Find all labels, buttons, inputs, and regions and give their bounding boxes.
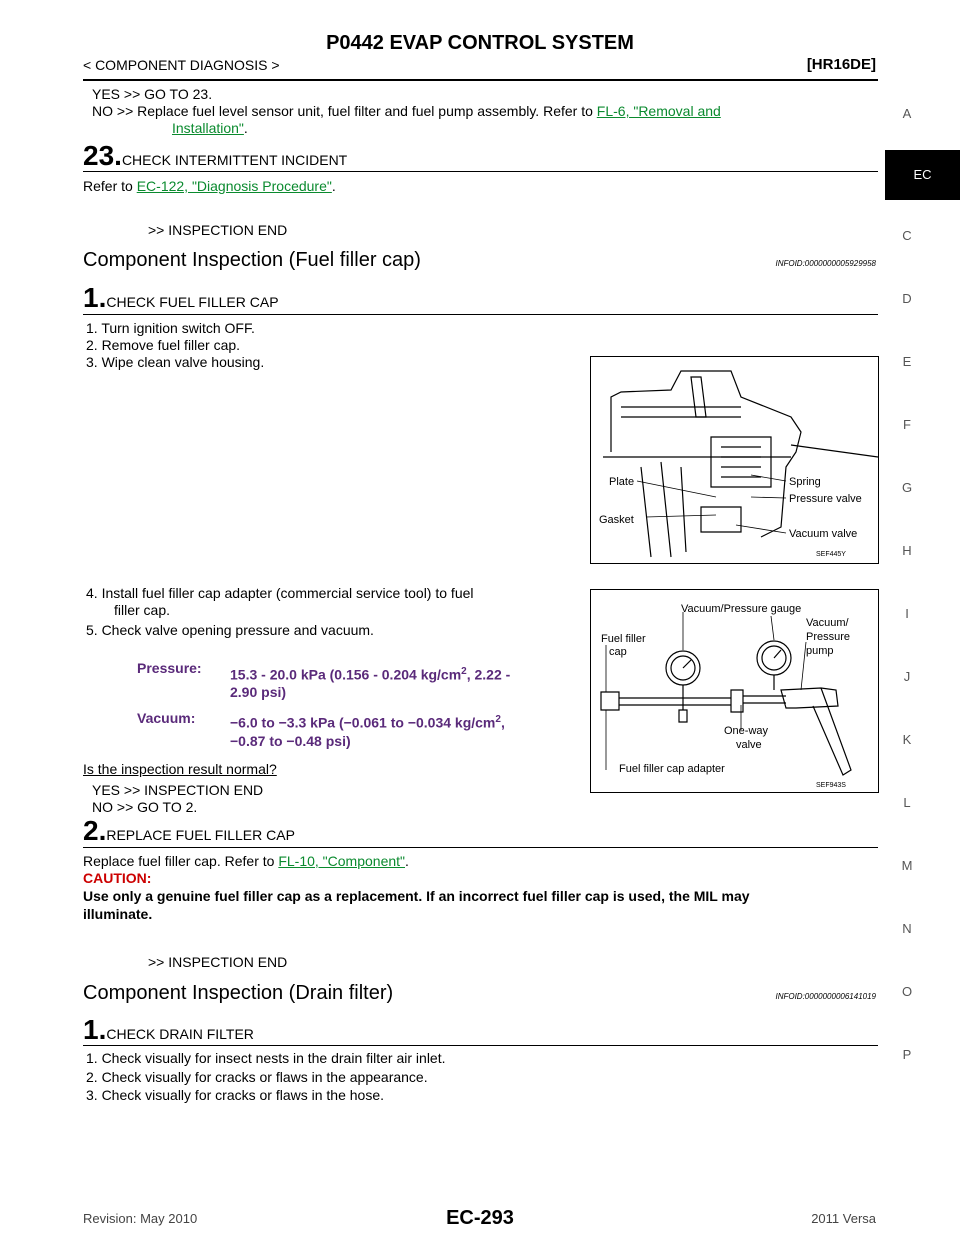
pressure-value-text-2: , 2.22 -	[466, 666, 511, 683]
page-title: P0442 EVAP CONTROL SYSTEM	[326, 32, 634, 54]
step-1-heading	[83, 1014, 254, 1046]
no-result: NO >> GO TO 2.	[92, 799, 198, 815]
vacuum-value-text: −6.0 to −3.3 kPa (−0.061 to −0.034 kg/cm	[230, 714, 496, 731]
pump-label-3: pump	[806, 645, 834, 657]
index-item-m[interactable]: M	[901, 858, 913, 873]
caution-text: Use only a genuine fuel filler cap as a replacement. If an incorrect fuel filler cap is used, the MIL may	[83, 888, 750, 904]
index-item-c[interactable]: C	[902, 228, 912, 243]
index-item-f[interactable]: F	[903, 417, 911, 432]
inspection-end: >> INSPECTION END	[148, 954, 288, 970]
no-result-cont	[172, 120, 248, 137]
gasket-label: Gasket	[599, 514, 634, 526]
list-item-5: 5. Check valve opening pressure and vacuum.	[86, 622, 374, 638]
step-number: 1.	[83, 1014, 107, 1045]
pump-label-1: Vacuum/	[806, 617, 849, 629]
step-label: CHECK DRAIN FILTER	[106, 1026, 254, 1042]
list-item: 3. Check visually for cracks or flaws in the hose.	[86, 1087, 385, 1103]
plate-label: Plate	[609, 476, 635, 488]
cap-label: cap	[609, 646, 627, 658]
no-result-text: NO >> Replace fuel level sensor unit, fuel filter and fuel pump assembly. Refer to	[92, 103, 597, 119]
caution-text-cont: illuminate.	[83, 906, 153, 922]
vacuum-value-cont: −0.87 to −0.48 psi)	[230, 733, 351, 749]
gauge-setup-illustration	[591, 590, 878, 792]
breadcrumb: < COMPONENT DIAGNOSIS >	[83, 57, 280, 73]
caution-label: CAUTION:	[83, 870, 152, 886]
cap-cross-section-illustration	[591, 357, 878, 563]
pressure-value-text: 15.3 - 20.0 kPa (0.156 - 0.204 kg/cm	[230, 666, 462, 683]
yes-result: YES >> INSPECTION END	[92, 782, 264, 798]
vacuum-value	[230, 714, 505, 731]
pressure-valve-label: Pressure valve	[789, 493, 862, 505]
step-number: 2.	[83, 815, 107, 846]
index-item-h[interactable]: H	[902, 543, 912, 558]
pressure-value	[230, 666, 510, 683]
fuel-filler-cap-cross-section-figure	[590, 356, 879, 564]
list-item-4: 4. Install fuel filler cap adapter (commercial service tool) to fuel	[86, 585, 474, 601]
one-way-label: One-way	[724, 725, 769, 737]
removal-installation-link[interactable]: FL-6, "Removal and	[596, 103, 721, 119]
step-label: CHECK FUEL FILLER CAP	[106, 294, 279, 310]
index-item-d[interactable]: D	[902, 291, 912, 306]
info-id: INFOID:0000000006141019	[775, 992, 876, 1001]
index-item-ec-active[interactable]: EC	[885, 150, 960, 200]
replace-line	[83, 853, 409, 870]
period: .	[331, 178, 336, 194]
yes-result: YES >> GO TO 23.	[92, 86, 213, 102]
step-rule	[83, 314, 878, 315]
figure-code: SEF943S	[816, 782, 846, 789]
index-item-l[interactable]: L	[903, 795, 911, 810]
inspection-question: Is the inspection result normal?	[83, 761, 277, 777]
list-item: 2. Remove fuel filler cap.	[86, 337, 241, 353]
index-item-p[interactable]: P	[902, 1047, 912, 1062]
list-item: 3. Wipe clean valve housing.	[86, 354, 265, 370]
index-item-k[interactable]: K	[902, 732, 912, 747]
step-23-heading	[83, 140, 347, 172]
adapter-label: Fuel filler cap adapter	[619, 763, 725, 775]
pressure-label: Pressure:	[137, 660, 202, 676]
index-item-o[interactable]: O	[901, 984, 913, 999]
list-item: 2. Check visually for cracks or flaws in the appearance.	[86, 1069, 428, 1085]
pressure-superscript: 2	[461, 666, 467, 677]
figure-code: SEF445Y	[816, 551, 846, 558]
step-label: REPLACE FUEL FILLER CAP	[106, 827, 295, 843]
removal-installation-link-cont[interactable]: Installation"	[172, 120, 244, 136]
page-number: EC-293	[446, 1207, 514, 1229]
pressure-value-cont: 2.90 psi)	[230, 684, 287, 700]
inspection-end: >> INSPECTION END	[148, 222, 288, 238]
section-title-drain-filter: Component Inspection (Drain filter)	[83, 982, 394, 1004]
vacuum-valve-label: Vacuum valve	[789, 528, 858, 540]
diagnosis-procedure-link[interactable]: EC-122, "Diagnosis Procedure"	[136, 178, 332, 194]
component-link[interactable]: FL-10, "Component"	[278, 853, 405, 869]
step-label: CHECK INTERMITTENT INCIDENT	[121, 152, 348, 168]
step-2-heading	[83, 815, 295, 847]
step-number: 23.	[83, 140, 122, 171]
step-rule	[83, 1045, 878, 1046]
index-item-a[interactable]: A	[902, 106, 912, 121]
gauge-label: Vacuum/Pressure gauge	[681, 603, 802, 615]
engine-model: [HR16DE]	[806, 56, 876, 73]
index-item-j[interactable]: J	[903, 669, 911, 684]
info-id: INFOID:0000000005929958	[775, 259, 876, 268]
refer-line	[83, 178, 336, 195]
list-item: 1. Check visually for insect nests in the drain filter air inlet.	[86, 1050, 446, 1066]
revision-date: Revision: May 2010	[83, 1211, 198, 1226]
index-item-g[interactable]: G	[901, 480, 913, 495]
period: .	[405, 853, 409, 869]
replace-text: Replace fuel filler cap. Refer to	[83, 853, 279, 869]
index-item-i[interactable]: I	[905, 606, 909, 621]
vacuum-superscript: 2	[495, 714, 501, 725]
refer-text: Refer to	[83, 178, 137, 194]
index-item-e[interactable]: E	[902, 354, 912, 369]
vacuum-label: Vacuum:	[137, 710, 196, 726]
vehicle-model: 2011 Versa	[811, 1211, 876, 1226]
step-rule	[83, 171, 878, 172]
vacuum-value-text-2: ,	[500, 714, 505, 731]
no-result	[92, 103, 878, 120]
spring-label: Spring	[789, 476, 821, 488]
period: .	[243, 120, 248, 136]
fuel-filler-label: Fuel filler	[601, 633, 646, 645]
list-item-4-cont: filler cap.	[114, 602, 171, 618]
step-rule	[83, 847, 878, 848]
vacuum-pressure-gauge-figure	[590, 589, 879, 793]
list-item: 1. Turn ignition switch OFF.	[86, 320, 255, 336]
section-index	[885, 100, 960, 200]
section-title-fuel-filler-cap: Component Inspection (Fuel filler cap)	[83, 249, 421, 271]
index-item-n[interactable]: N	[902, 921, 912, 936]
step-1-heading	[83, 282, 279, 314]
header-rule	[83, 79, 878, 81]
valve-label: valve	[736, 739, 762, 751]
step-number: 1.	[83, 282, 107, 313]
pump-label-2: Pressure	[806, 631, 851, 643]
